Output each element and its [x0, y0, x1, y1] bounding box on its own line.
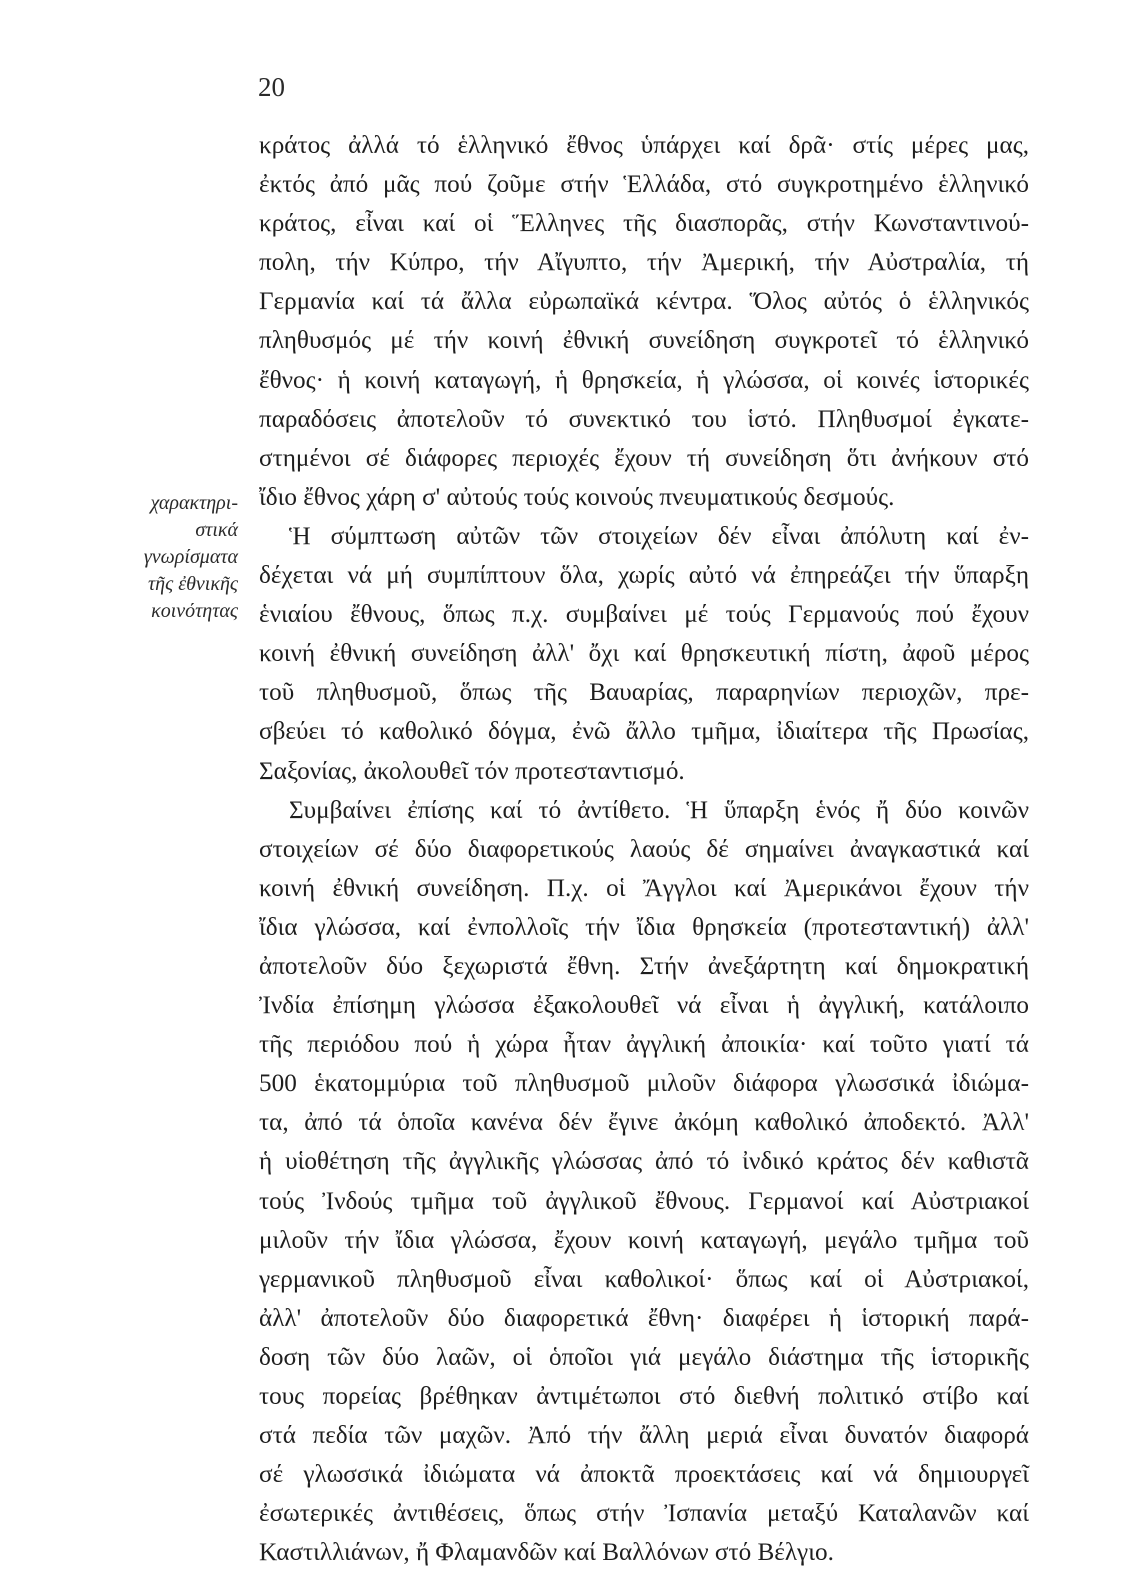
text-line: Συμβαίνει ἐπίσης καί τό ἀντίθετο. Ἡ ὕπαρξη ἑνός ἤ δύο κοινῶν — [289, 796, 1029, 824]
text-line: ἡ υἱοθέτηση τῆς ἀγγλικῆς γλώσσας ἀπό τό ἰνδικό κράτος δέν καθιστᾶ — [259, 1148, 1029, 1176]
text-line: Καστιλλιάνων, ἤ Φλαμανδῶν καί Βαλλόνων στό Βέλγιο. — [259, 1539, 834, 1567]
text-line: κράτος ἀλλά τό ἑλληνικό ἔθνος ὑπάρχει καί δρᾶ· στίς μέρες μας, — [259, 132, 1029, 159]
text-line: ἔθνος· ἡ κοινή καταγωγή, ἡ θρησκεία, ἡ γλώσσα, οἱ κοινές ἱστορικές — [259, 366, 1029, 394]
text-line: γερμανικοῦ πληθυσμοῦ εἶναι καθολικοί· ὅπως καί οἱ Αὐστριακοί, — [259, 1265, 1029, 1293]
text-line: Γερμανία καί τά ἄλλα εὐρωπαϊκά κέντρα. Ὅλος αὐτός ὁ ἑλληνικός — [259, 288, 1029, 316]
body-text — [259, 126, 1029, 1572]
text-line: ἴδιο ἔθνος χάρη σ' αὐτούς τούς κοινούς πνευματικούς δεσμούς. — [259, 483, 895, 511]
text-line: τῆς περιόδου πού ἡ χώρα ἦταν ἀγγλική ἀποικία· καί τοῦτο γιατί τά — [259, 1031, 1029, 1059]
text-line: ἴδια γλώσσα, καί ἐνπολλοῖς τήν ἴδια θρησκεία (προτεσταντική) ἀλλ' — [259, 913, 1029, 941]
margin-note-line: τῆς ἐθνικῆς — [148, 573, 238, 595]
text-line: τα, ἀπό τά ὁποῖα κανένα δέν ἔγινε ἀκόμη καθολικό ἀποδεκτό. Ἀλλ' — [259, 1109, 1029, 1137]
text-line: πολη, τήν Κύπρο, τήν Αἴγυπτο, τήν Ἀμερική, τήν Αὐστραλία, τή — [259, 249, 1029, 277]
text-line: Ἡ σύμπτωση αὐτῶν τῶν στοιχείων δέν εἶναι ἀπόλυτη καί ἐν- — [289, 522, 1029, 550]
text-line: τους πορείας βρέθηκαν ἀντιμέτωποι στό διεθνή πολιτικό στίβο καί — [259, 1383, 1029, 1410]
margin-note-line: κοινότητας — [151, 600, 238, 622]
text-line: παραδόσεις ἀποτελοῦν τό συνεκτικό του ἱστό. Πληθυσμοί ἐγκατε- — [259, 405, 1029, 433]
text-line: Σαξονίας, ἀκολουθεῖ τόν προτεσταντισμό. — [259, 757, 685, 785]
margin-note — [80, 490, 238, 625]
text-line: Ἰνδία ἐπίσημη γλώσσα ἐξακολουθεῖ νά εἶναι ἡ ἀγγλική, κατάλοιπο — [259, 992, 1029, 1020]
text-line: κράτος, εἶναι καί οἱ Ἕλληνες τῆς διασπορᾶς, στήν Κωνσταντινού- — [259, 210, 1029, 238]
text-line: στημένοι σέ διάφορες περιοχές ἔχουν τή συνείδηση ὅτι ἀνήκουν στό — [259, 444, 1029, 472]
text-line: τούς Ἰνδούς τμῆμα τοῦ ἀγγλικοῦ ἔθνους. Γερμανοί καί Αὐστριακοί — [259, 1187, 1029, 1215]
text-line: ἐκτός ἀπό μᾶς πού ζοῦμε στήν Ἑλλάδα, στό συγκροτημένο ἑλληνικό — [259, 171, 1029, 199]
text-line: τοῦ πληθυσμοῦ, ὅπως τῆς Βαυαρίας, παραρηνίων περιοχῶν, πρε- — [259, 679, 1029, 707]
text-line: ἀποτελοῦν δύο ξεχωριστά ἔθνη. Στήν ἀνεξάρτητη καί δημοκρατική — [259, 952, 1029, 980]
text-line: κοινή ἐθνική συνείδηση ἀλλ' ὄχι καί θρησκευτική πίστη, ἀφοῦ μέρος — [259, 640, 1029, 668]
text-line: στοιχείων σέ δύο διαφορετικούς λαούς δέ σημαίνει ἀναγκαστικά καί — [259, 835, 1029, 863]
text-line: μιλοῦν τήν ἴδια γλώσσα, ἔχουν κοινή καταγωγή, μεγάλο τμῆμα τοῦ — [259, 1226, 1029, 1254]
text-line: κοινή ἐθνική συνείδηση. Π.χ. οἱ Ἄγγλοι καί Ἀμερικάνοι ἔχουν τήν — [259, 874, 1029, 902]
margin-note-line: χαρακτηρι- — [150, 492, 238, 514]
margin-note-line: γνωρίσματα — [143, 546, 238, 568]
text-line: 500 ἑκατομμύρια τοῦ πληθυσμοῦ μιλοῦν διάφορα γλωσσικά ἰδιώμα- — [259, 1070, 1029, 1098]
margin-note-line: στικά — [195, 519, 238, 541]
text-line: ἑνιαίου ἔθνους, ὅπως π.χ. συμβαίνει μέ τούς Γερμανούς πού ἔχουν — [259, 601, 1029, 629]
text-line: ἀλλ' ἀποτελοῦν δύο διαφορετικά ἔθνη· διαφέρει ἡ ἱστορική παρά- — [259, 1304, 1029, 1332]
text-line: δοση τῶν δύο λαῶν, οἱ ὁποῖοι γιά μεγάλο διάστημα τῆς ἱστορικῆς — [259, 1343, 1029, 1371]
text-line: στά πεδία τῶν μαχῶν. Ἀπό τήν ἄλλη μεριά εἶναι δυνατόν διαφορά — [259, 1422, 1029, 1450]
text-line: σέ γλωσσικά ἰδιώματα νά ἀποκτᾶ προεκτάσεις καί νά δημιουργεῖ — [259, 1461, 1029, 1489]
text-line: δέχεται νά μή συμπίπτουν ὅλα, χωρίς αὐτό νά ἐπηρεάζει τήν ὕπαρξη — [259, 562, 1029, 590]
text-line: σβεύει τό καθολικό δόγμα, ἐνῶ ἄλλο τμῆμα, ἰδιαίτερα τῆς Πρωσίας, — [259, 718, 1029, 746]
text-line: ἐσωτερικές ἀντιθέσεις, ὅπως στήν Ἰσπανία μεταξύ Καταλανῶν καί — [259, 1500, 1029, 1528]
page-number: 20 — [258, 72, 285, 102]
text-line: πληθυσμός μέ τήν κοινή ἐθνική συνείδηση συγκροτεῖ τό ἑλληνικό — [259, 327, 1029, 355]
